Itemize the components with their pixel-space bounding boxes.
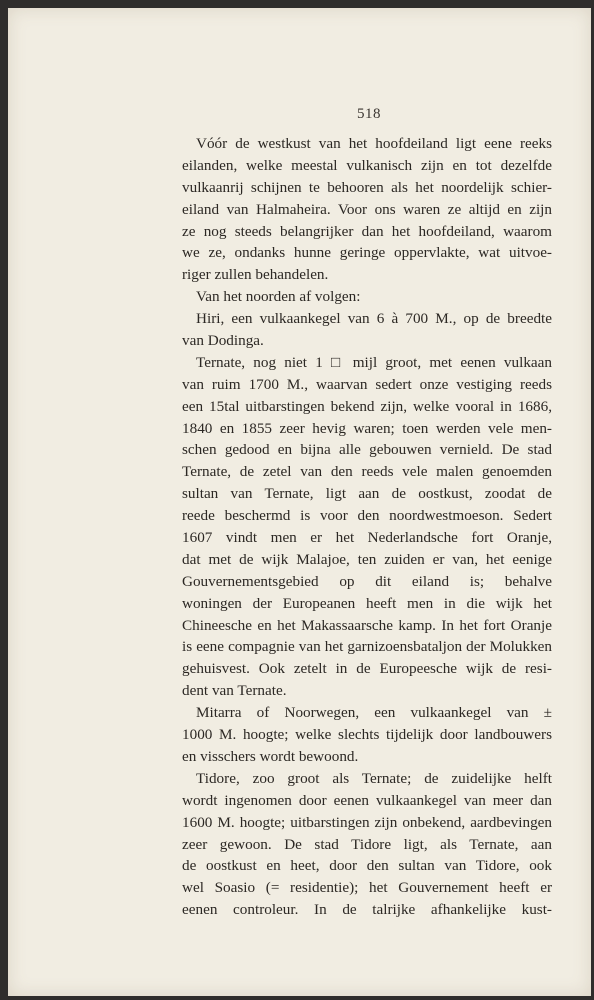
- text-line: wel Soasio (= residentie); het Gouvernement heeft er: [182, 879, 552, 897]
- text-line: Tidore, zoo groot als Ternate; de zuidelijke helft: [196, 769, 552, 787]
- text-line: eilanden, welke meestal vulkanisch zijn en tot dezelfde: [182, 156, 552, 174]
- text-line: wordt ingenomen door eenen vulkaankegel van meer dan: [182, 791, 552, 809]
- text-line: eiland van Halmaheira. Voor ons waren ze altijd en zijn: [182, 200, 552, 218]
- text-line: zeer gewoon. De stad Tidore ligt, als Ternate, aan: [182, 835, 552, 853]
- text-line: van Dodinga.: [182, 332, 264, 350]
- text-line: 1607 vindt men er het Nederlandsche fort Oranje,: [182, 529, 552, 547]
- text-line: sultan van Ternate, ligt aan de oostkust, zoodat de: [182, 485, 552, 503]
- text-line: 1840 en 1855 zeer hevig waren; toen werden vele men-: [182, 419, 552, 437]
- text-line: Hiri, een vulkaankegel van 6 à 700 M., op de breedte: [196, 310, 552, 328]
- page-number: 518: [357, 106, 381, 122]
- text-line: van ruim 1700 M., waarvan sedert onze vestiging reeds: [182, 375, 552, 393]
- text-line: Mitarra of Noorwegen, een vulkaankegel van ±: [196, 704, 552, 722]
- text-line: 1600 M. hoogte; uitbarstingen zijn onbekend, aardbevingen: [182, 813, 552, 831]
- text-line: Gouvernementsgebied op dit eiland is; behalve: [182, 572, 552, 590]
- text-line: Chineesche en het Makassaarsche kamp. In het fort Oranje: [182, 616, 552, 634]
- text-line: een 15tal uitbarstingen bekend zijn, welke vooral in 1686,: [182, 397, 552, 415]
- text-line: ze nog steeds belangrijker dan het hoofdeiland, waarom: [182, 222, 552, 240]
- text-line: Van het noorden af volgen:: [196, 288, 361, 306]
- text-line: riger zullen behandelen.: [182, 266, 329, 284]
- text-line: we ze, ondanks hunne geringe oppervlakte, wat uitvoe-: [182, 244, 552, 262]
- text-line: 1000 M. hoogte; welke slechts tijdelijk door landbouwers: [182, 726, 552, 744]
- text-line: dat met de wijk Malajoe, ten zuiden er van, het eenige: [182, 550, 552, 568]
- text-line: woningen der Europeanen heeft men in die wijk het: [182, 594, 552, 612]
- text-line: eenen controleur. In de talrijke afhankelijke kust-: [182, 901, 552, 919]
- text-line: reede beschermd is voor den noordwestmoeson. Sedert: [182, 507, 552, 525]
- text-line: schen gedood en bijna alle gebouwen vernield. De stad: [182, 441, 552, 459]
- body-text: [182, 133, 552, 921]
- text-line: dent van Ternate.: [182, 682, 287, 700]
- text-line: gehuisvest. Ook zetelt in de Europeesche wijk de resi-: [182, 660, 552, 678]
- text-line: Vóór de westkust van het hoofdeiland ligt eene reeks: [196, 135, 552, 152]
- book-page: [8, 8, 591, 996]
- text-line: Ternate, de zetel van den reeds vele malen genoemden: [182, 463, 552, 481]
- text-line: Ternate, nog niet 1 □ mijl groot, met eenen vulkaan: [196, 353, 552, 371]
- text-line: vulkaanrij schijnen te behooren als het noordelijk schier-: [182, 178, 552, 196]
- text-line: is eene compagnie van het garnizoensbataljon der Molukken: [182, 638, 552, 656]
- text-line: de oostkust en heet, door den sultan van Tidore, ook: [182, 857, 552, 875]
- text-line: en visschers wordt bewoond.: [182, 747, 359, 765]
